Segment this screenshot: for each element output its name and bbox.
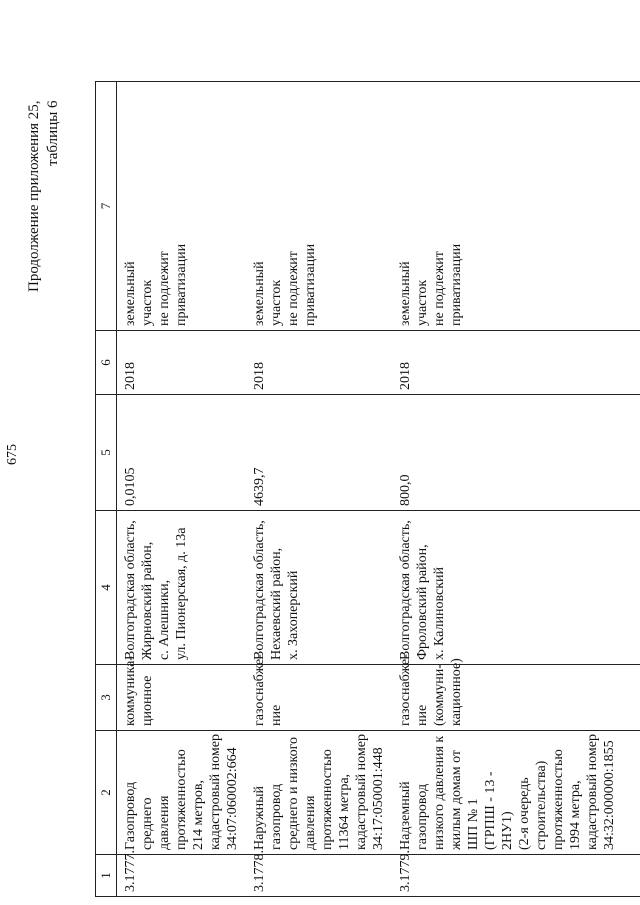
object-address: Волгоградская область, Фроловский район, х. Калиновский xyxy=(392,511,640,665)
object-year: 2018 xyxy=(117,331,247,395)
object-name: Надземный газопровод низкого давления к жилым домам от ШП № 1 (ГРПШ - 13 - 2НУ1) (2-я очередь строительства) протяженностью 1994 метра, кадастровый номер 34:32:000000:1855 xyxy=(392,731,640,855)
column-header-7: 7 xyxy=(96,82,117,331)
object-name: Наружный газопровод среднего и низкого давления протяженностью 11364 метра, кадастровый номер 34:17:050001:448 xyxy=(246,731,392,855)
row-number: 3.1777. xyxy=(117,855,247,897)
row-number: 3.1778. xyxy=(246,855,392,897)
column-header-3: 3 xyxy=(96,665,117,731)
object-address: Волгоградская область, Нехаевский район, х. Захоперский xyxy=(246,511,392,665)
object-year: 2018 xyxy=(392,331,640,395)
object-name: Газопровод среднего давления протяженностью 214 метров, кадастровый номер 34:07:060002:664 xyxy=(117,731,247,855)
continuation-line-2: таблицы 6 xyxy=(44,100,61,166)
page-number: 675 xyxy=(5,444,20,465)
column-header-4: 4 xyxy=(96,511,117,665)
object-address: Волгоградская область, Жирновский район, с. Алешники, ул. Пионерская, д. 13а xyxy=(117,511,247,665)
table-row xyxy=(392,82,640,897)
column-header-6: 6 xyxy=(96,331,117,395)
column-header-1: 1 xyxy=(96,855,117,897)
object-note: земельный участок не подлежит приватизации xyxy=(392,82,640,331)
object-purpose: газоснабже- ние xyxy=(246,665,392,731)
object-value: 4639,7 xyxy=(246,395,392,511)
header-row xyxy=(96,82,117,897)
object-note: земельный участок не подлежит приватизации xyxy=(117,82,247,331)
object-purpose: газоснабже- ние (коммуни- кационное) xyxy=(392,665,640,731)
table-row xyxy=(117,82,247,897)
table-row xyxy=(246,82,392,897)
continuation-line-1: Продолжение приложения 25, xyxy=(26,100,42,292)
object-year: 2018 xyxy=(246,331,392,395)
property-table xyxy=(95,81,640,897)
object-note: земельный участок не подлежит приватизации xyxy=(246,82,392,331)
object-purpose: коммуника- ционное xyxy=(117,665,247,731)
object-value: 0,0105 xyxy=(117,395,247,511)
row-number: 3.1779. xyxy=(392,855,640,897)
object-value: 800,0 xyxy=(392,395,640,511)
column-header-5: 5 xyxy=(96,395,117,511)
column-header-2: 2 xyxy=(96,731,117,855)
continuation-header xyxy=(25,100,63,292)
